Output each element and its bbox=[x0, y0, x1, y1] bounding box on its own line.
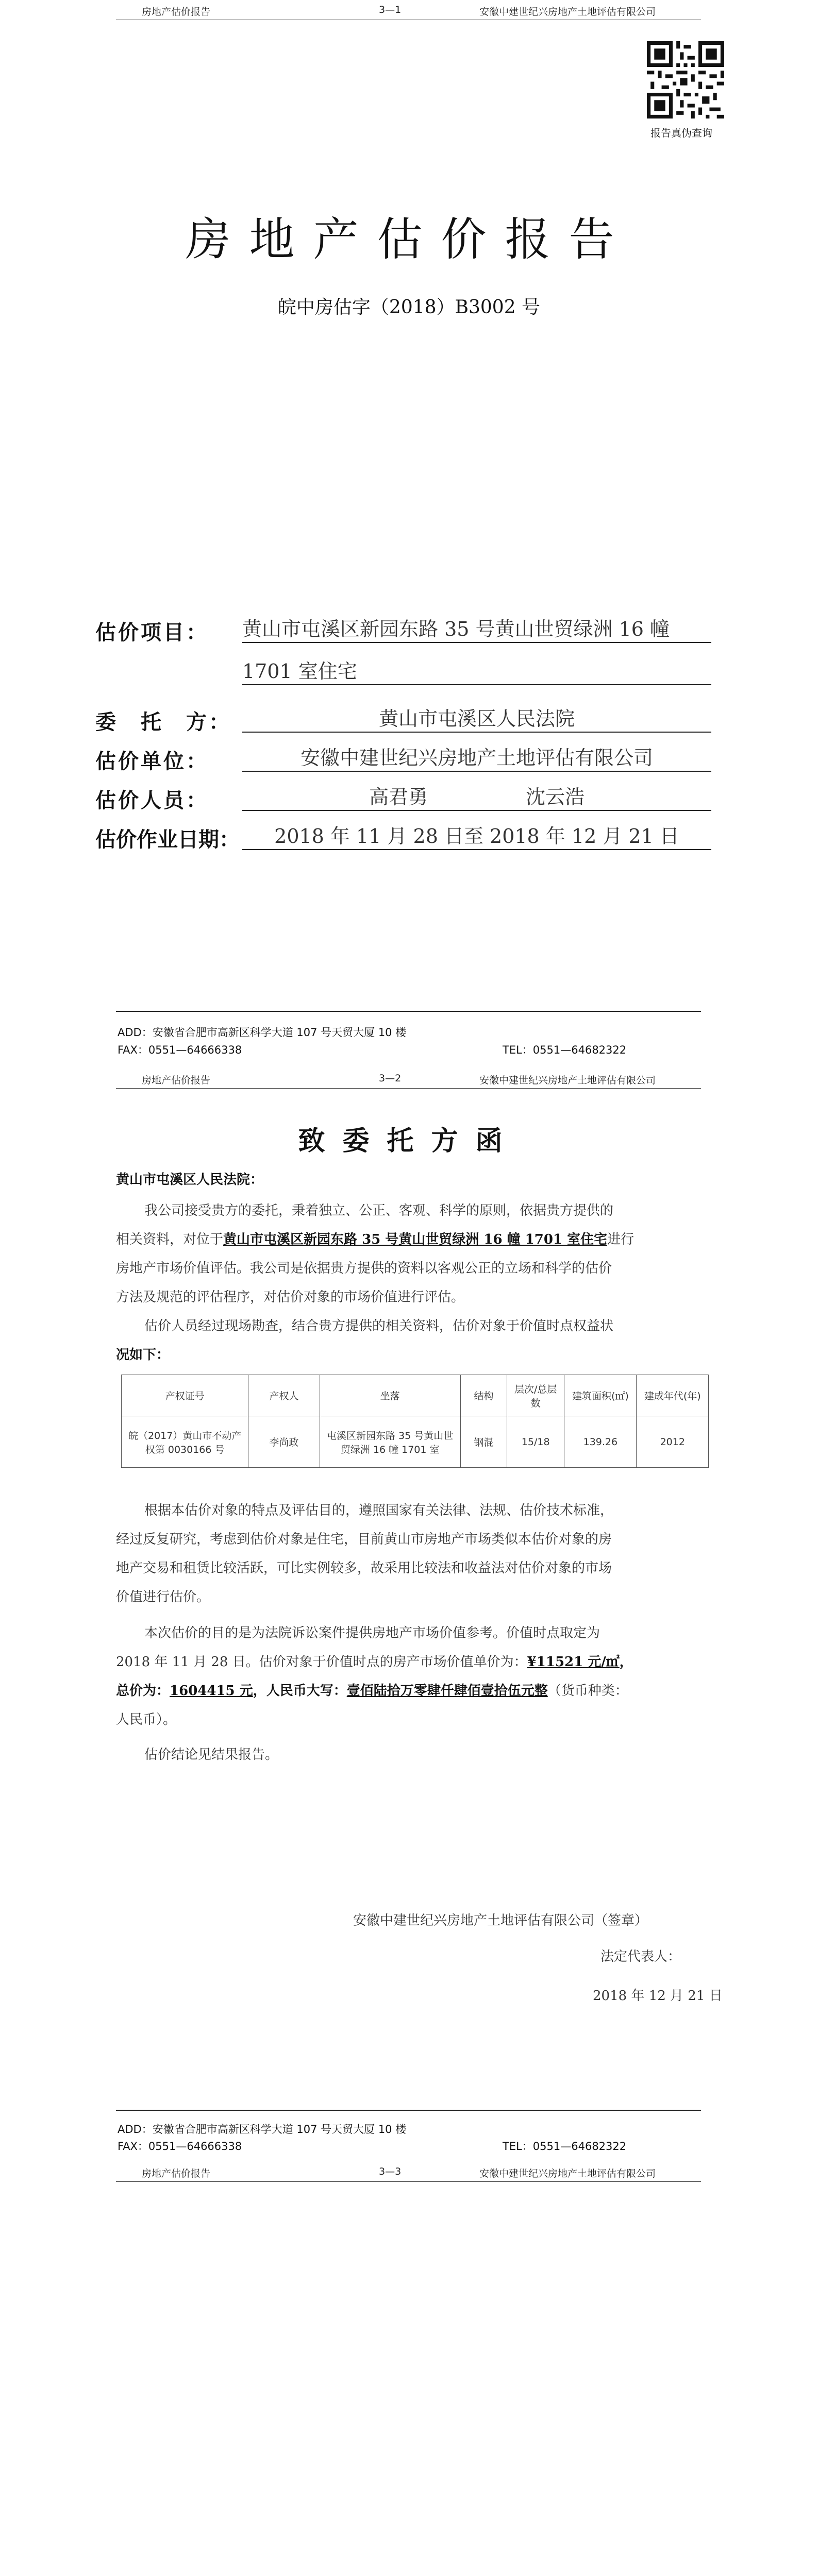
field-value-appraiser-unit: 安徽中建世纪兴房地产土地评估有限公司 bbox=[242, 745, 711, 772]
field-value-project-line2: 1701 室住宅 bbox=[242, 658, 711, 685]
signature-legal-rep: 法定代表人： bbox=[600, 1949, 681, 1964]
total-price: 1604415 元 bbox=[170, 1683, 253, 1699]
page-header-right: 安徽中建世纪兴房地产土地评估有限公司 bbox=[479, 2168, 656, 2179]
paragraph-3-line-3: 地产交易和租赁比较活跃，可比实例较多，故采用比较法和收益法对估价对象的市场 bbox=[116, 1561, 612, 1576]
footer-tel: TEL：0551—64682322 bbox=[503, 2140, 627, 2153]
property-table bbox=[121, 1375, 709, 1468]
table-cell: 李尚政 bbox=[248, 1416, 320, 1468]
table-header: 结构 bbox=[460, 1375, 507, 1416]
table-header: 层次/总层数 bbox=[507, 1375, 564, 1416]
field-label-appraiser-unit: 估价单位： bbox=[95, 749, 209, 773]
table-header: 产权证号 bbox=[122, 1375, 248, 1416]
paragraph-1-text: 进行 bbox=[607, 1232, 635, 1247]
page-header-number: 3—2 bbox=[379, 1073, 402, 1084]
page-header-number: 3—1 bbox=[379, 4, 402, 15]
report-number: 皖中房估字（2018）B3002 号 bbox=[277, 297, 541, 318]
field-label-project: 估价项目： bbox=[95, 620, 209, 645]
letter-salutation: 黄山市屯溪区人民法院： bbox=[116, 1172, 264, 1188]
paragraph-4-text: （货币种类： bbox=[547, 1683, 628, 1699]
paragraph-4-line-4: 人民币）。 bbox=[116, 1712, 177, 1727]
paragraph-1-text: 相关资料，对位于 bbox=[116, 1232, 224, 1247]
paragraph-4-text: ，人民币大写： bbox=[253, 1683, 347, 1699]
table-header: 产权人 bbox=[248, 1375, 320, 1416]
footer-address: ADD：安徽省合肥市高新区科学大道 107 号天贸大厦 10 楼 bbox=[118, 2123, 407, 2136]
footer-address: ADD：安徽省合肥市高新区科学大道 107 号天贸大厦 10 楼 bbox=[118, 1026, 407, 1039]
paragraph-4-text: 2018 年 11 月 28 日。估价对象于价值时点的房产市场价值单价为： bbox=[116, 1654, 527, 1670]
field-value-appraisers: 高君勇 沈云浩 bbox=[242, 784, 711, 811]
paragraph-4-text: 总价为： bbox=[116, 1683, 170, 1699]
unit-price: ¥11521 元/㎡ bbox=[527, 1654, 620, 1670]
table-row bbox=[122, 1416, 709, 1468]
signature-company: 安徽中建世纪兴房地产土地评估有限公司（签章） bbox=[353, 1913, 648, 1928]
paragraph-2-line-1: 估价人员经过现场勘查，结合贵方提供的相关资料，估价对象于价值时点权益状 bbox=[144, 1318, 614, 1334]
table-header: 建筑面积(㎡) bbox=[564, 1375, 637, 1416]
header-rule bbox=[116, 1088, 701, 1089]
paragraph-4-line-2 bbox=[116, 1648, 633, 1676]
table-cell: 屯溪区新园东路 35 号黄山世贸绿洲 16 幢 1701 室 bbox=[320, 1416, 460, 1468]
table-cell: 2012 bbox=[637, 1416, 709, 1468]
qr-caption: 报告真伪查询 bbox=[650, 127, 712, 139]
letter-title: 致委托方函 bbox=[298, 1125, 520, 1157]
paragraph-4-text: ， bbox=[619, 1654, 633, 1670]
field-value-project: 黄山市屯溪区新园东路 35 号黄山世贸绿洲 16 幢 bbox=[242, 616, 711, 643]
paragraph-3-line-1: 根据本估价对象的特点及评估目的，遵照国家有关法律、法规、估价技术标准， bbox=[144, 1503, 614, 1518]
paragraph-4-line-1: 本次估价的目的是为法院诉讼案件提供房地产市场价值参考。价值时点取定为 bbox=[144, 1625, 600, 1641]
table-header-row bbox=[122, 1375, 709, 1416]
footer-fax: FAX：0551—64666338 bbox=[118, 1044, 242, 1056]
qr-code bbox=[647, 41, 724, 118]
page-header-number: 3—3 bbox=[379, 2166, 402, 2177]
table-cell: 15/18 bbox=[507, 1416, 564, 1468]
qr-code-icon bbox=[647, 41, 724, 118]
field-label-client: 委 托 方： bbox=[95, 710, 231, 734]
paragraph-1-line-3: 房地产市场价值评估。我公司是依据贵方提供的资料以客观公正的立场和科学的估价 bbox=[116, 1261, 612, 1276]
paragraph-3-line-2: 经过反复研究，考虑到估价对象是住宅，目前黄山市房地产市场类似本估价对象的房 bbox=[116, 1532, 612, 1547]
page-header-left: 房地产估价报告 bbox=[142, 6, 211, 18]
page-header-right: 安徽中建世纪兴房地产土地评估有限公司 bbox=[479, 1075, 656, 1086]
paragraph-1-line-2 bbox=[116, 1225, 634, 1254]
subject-address: 黄山市屯溪区新园东路 35 号黄山世贸绿洲 16 幢 1701 室住宅 bbox=[223, 1232, 608, 1247]
paragraph-5: 估价结论见结果报告。 bbox=[144, 1747, 279, 1762]
table-cell: 皖（2017）黄山市不动产权第 0030166 号 bbox=[122, 1416, 248, 1468]
report-title: 房地产估价报告 bbox=[185, 213, 633, 266]
page-header-left: 房地产估价报告 bbox=[142, 1075, 211, 1086]
footer-rule bbox=[116, 2110, 701, 2111]
signature-date: 2018 年 12 月 21 日 bbox=[593, 1988, 723, 2004]
field-label-appraisers: 估价人员： bbox=[95, 788, 209, 812]
footer-fax: FAX：0551—64666338 bbox=[118, 2140, 242, 2153]
paragraph-4-line-3 bbox=[116, 1676, 628, 1705]
table-cell: 钢混 bbox=[460, 1416, 507, 1468]
page-header-left: 房地产估价报告 bbox=[142, 2168, 211, 2179]
paragraph-2-line-2: 况如下： bbox=[116, 1347, 170, 1363]
paragraph-3-line-4: 价值进行估价。 bbox=[116, 1589, 210, 1605]
header-rule bbox=[116, 2181, 701, 2182]
total-price-chinese: 壹佰陆拾万零肆仟肆佰壹拾伍元整 bbox=[346, 1683, 548, 1699]
page-header-right: 安徽中建世纪兴房地产土地评估有限公司 bbox=[479, 6, 656, 18]
field-value-client: 黄山市屯溪区人民法院 bbox=[242, 706, 711, 733]
field-value-work-dates: 2018 年 11 月 28 日至 2018 年 12 月 21 日 bbox=[242, 823, 711, 850]
footer-tel: TEL：0551—64682322 bbox=[503, 1044, 627, 1056]
table-cell: 139.26 bbox=[564, 1416, 637, 1468]
paragraph-1-line-4: 方法及规范的评估程序，对估价对象的市场价值进行评估。 bbox=[116, 1290, 465, 1305]
footer-rule bbox=[116, 1011, 701, 1012]
table-header: 坐落 bbox=[320, 1375, 460, 1416]
table-header: 建成年代(年) bbox=[637, 1375, 709, 1416]
field-label-work-dates: 估价作业日期： bbox=[95, 827, 240, 852]
paragraph-1-line-1: 我公司接受贵方的委托，秉着独立、公正、客观、科学的原则，依据贵方提供的 bbox=[144, 1203, 614, 1218]
